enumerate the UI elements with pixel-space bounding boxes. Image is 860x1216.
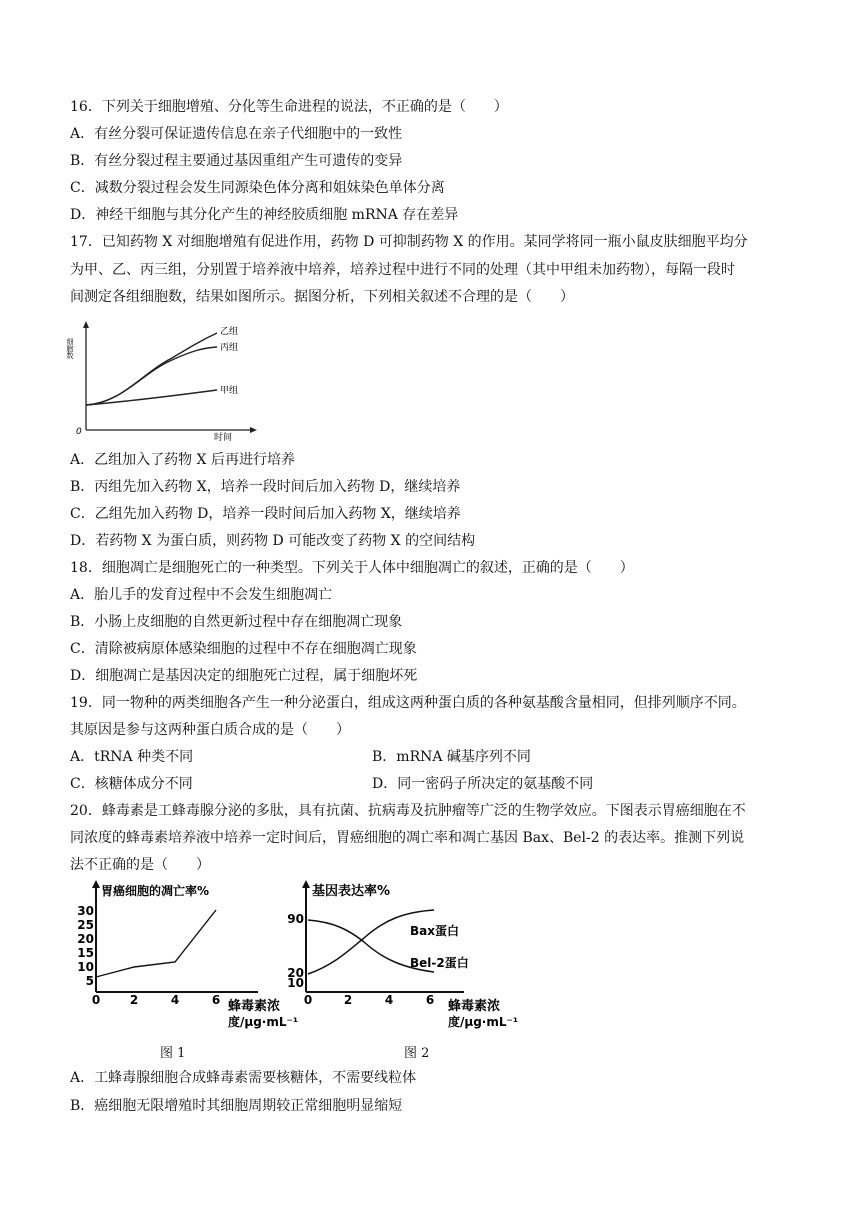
q18-option-d: D．细胞凋亡是基因决定的细胞死亡过程，属于细胞坏死 — [70, 668, 418, 684]
fig2-xtick: 2 — [343, 993, 353, 1007]
fig2-xtick: 0 — [303, 993, 313, 1007]
q18-option-b: B．小肠上皮细胞的自然更新过程中存在细胞凋亡现象 — [70, 614, 403, 630]
q19-option-d: D．同一密码子所决定的氨基酸不同 — [372, 776, 594, 792]
q17-option-a: A．乙组加入了药物 X 后再进行培养 — [70, 452, 295, 468]
fig1-xlabel-1: 蜂毒素浓 — [228, 999, 281, 1014]
fig2-title: 基因表达率% — [312, 884, 391, 899]
fig1-ytick: 20 — [77, 932, 94, 946]
q18-option-a: A．胎儿手的发育过程中不会发生细胞凋亡 — [70, 587, 333, 603]
fig2-caption: 图 2 — [404, 1046, 430, 1061]
q17-line-bing — [86, 347, 217, 405]
q17-chart-svg — [62, 318, 262, 442]
fig1-ytick: 10 — [77, 960, 94, 974]
q17-origin: 0 — [76, 427, 82, 437]
q17-xlabel: 时间 — [214, 433, 233, 443]
q17-option-d: D．若药物 X 为蛋白质，则药物 D 可能改变了药物 X 的空间结构 — [70, 533, 476, 549]
q16-option-a: A．有丝分裂可保证遗传信息在亲子代细胞中的一致性 — [70, 126, 403, 142]
q20-option-a: A．工蜂毒腺细胞合成蜂毒素需要核糖体，不需要线粒体 — [70, 1070, 417, 1086]
q18-option-c: C．清除被病原体感染细胞的过程中不存在细胞凋亡现象 — [70, 641, 417, 657]
q17-y-arrow — [83, 321, 89, 328]
fig2-xlabel-2: 度/μg·mL⁻¹ — [448, 1015, 519, 1029]
q20-figure-2 — [284, 880, 534, 1030]
q17-label-jia: 甲组 — [220, 386, 239, 396]
q18-stem: 18．细胞凋亡是细胞死亡的一种类型。下列关于人体中细胞凋亡的叙述，正确的是（ ） — [70, 560, 634, 576]
fig1-ytick: 30 — [77, 904, 94, 918]
q17-option-c: C．乙组先加入药物 D，培养一段时间后加入药物 X，继续培养 — [70, 506, 461, 522]
fig1-ytick: 15 — [77, 946, 94, 960]
q17-stem-line1: 17．已知药物 X 对细胞增殖有促进作用，药物 D 可抑制药物 X 的作用。某同学将同一瓶小鼠皮肤细胞平均分 — [70, 234, 748, 250]
fig1-xtick: 0 — [91, 993, 101, 1007]
fig2-xtick: 4 — [384, 993, 394, 1007]
fig2-label-bax: Bax蛋白 — [410, 924, 459, 938]
q16-option-d: D．神经干细胞与其分化产生的神经胶质细胞 mRNA 存在差异 — [70, 207, 459, 223]
q19-stem-line2: 其原因是参与这两种蛋白质合成的是（ ） — [70, 722, 350, 738]
fig1-xlabel-2: 度/μg·mL⁻¹ — [228, 1015, 299, 1029]
fig1-caption: 图 1 — [160, 1046, 186, 1061]
q17-stem-line2: 为甲、乙、丙三组，分别置于培养液中培养，培养过程中进行不同的处理（其中甲组未加药物），每隔一段时 — [70, 262, 735, 278]
fig2-xlabel-1: 蜂毒素浓 — [448, 999, 501, 1014]
fig2-svg — [284, 880, 534, 1030]
fig2-label-bel2: Bel-2蛋白 — [410, 956, 469, 970]
q19-stem-line1: 19．同一物种的两类细胞各产生一种分泌蛋白，组成这两种蛋白质的各种氨基酸含量相同，但排列顺序不同。 — [70, 695, 746, 711]
fig1-xtick: 6 — [211, 993, 221, 1007]
fig2-ytick: 10 — [287, 976, 304, 990]
q16-stem: 16．下列关于细胞增殖、分化等生命进程的说法，不正确的是（ ） — [70, 99, 508, 115]
q19-option-b: B．mRNA 碱基序列不同 — [372, 749, 531, 765]
q20-stem-line2: 同浓度的蜂毒素培养液中培养一定时间后，胃癌细胞的凋亡率和凋亡基因 Bax、Bel-2 的表达率。推测下列说 — [70, 830, 745, 846]
fig2-y-arrow — [302, 880, 310, 888]
fig1-apoptosis-line — [96, 910, 216, 977]
q17-option-b: B．丙组先加入药物 X，培养一段时间后加入药物 D，继续培养 — [70, 479, 461, 495]
q17-label-yi: 乙组 — [220, 327, 239, 337]
q20-stem-line1: 20．蜂毒素是工蜂毒腺分泌的多肽，具有抗菌、抗病毒及抗肿瘤等广泛的生物学效应。下图表示胃癌细胞在不 — [70, 803, 746, 819]
fig1-y-arrow — [92, 880, 100, 888]
q17-x-arrow — [250, 427, 257, 433]
fig2-ytick: 20 — [287, 966, 304, 980]
fig1-title: 胃癌细胞的凋亡率% — [101, 884, 210, 898]
q16-option-b: B．有丝分裂过程主要通过基因重组产生可遗传的变异 — [70, 153, 403, 169]
q17-growth-chart — [62, 318, 262, 442]
q17-label-bing: 丙组 — [220, 343, 239, 353]
q17-ylabel: 细胞数 — [66, 338, 74, 359]
fig1-ytick: 5 — [85, 974, 94, 988]
q19-option-a: A．tRNA 种类不同 — [70, 749, 194, 765]
q16-option-c: C．减数分裂过程会发生同源染色体分离和姐妹染色单体分离 — [70, 180, 445, 196]
q17-line-yi — [86, 333, 217, 405]
fig2-ytick: 90 — [287, 912, 304, 926]
q17-line-jia — [86, 390, 217, 405]
q20-stem-line3: 法不正确的是（ ） — [70, 857, 210, 873]
fig1-ytick: 25 — [77, 918, 94, 932]
q19-option-c: C．核糖体成分不同 — [70, 776, 193, 792]
q20-option-b: B．癌细胞无限增殖时其细胞周期较正常细胞明显缩短 — [70, 1098, 403, 1114]
fig1-xtick: 4 — [170, 993, 180, 1007]
q17-stem-line3: 间测定各组细胞数，结果如图所示。据图分析，下列相关叙述不合理的是（ ） — [70, 289, 574, 305]
fig1-xtick: 2 — [129, 993, 139, 1007]
fig2-xtick: 6 — [425, 993, 435, 1007]
